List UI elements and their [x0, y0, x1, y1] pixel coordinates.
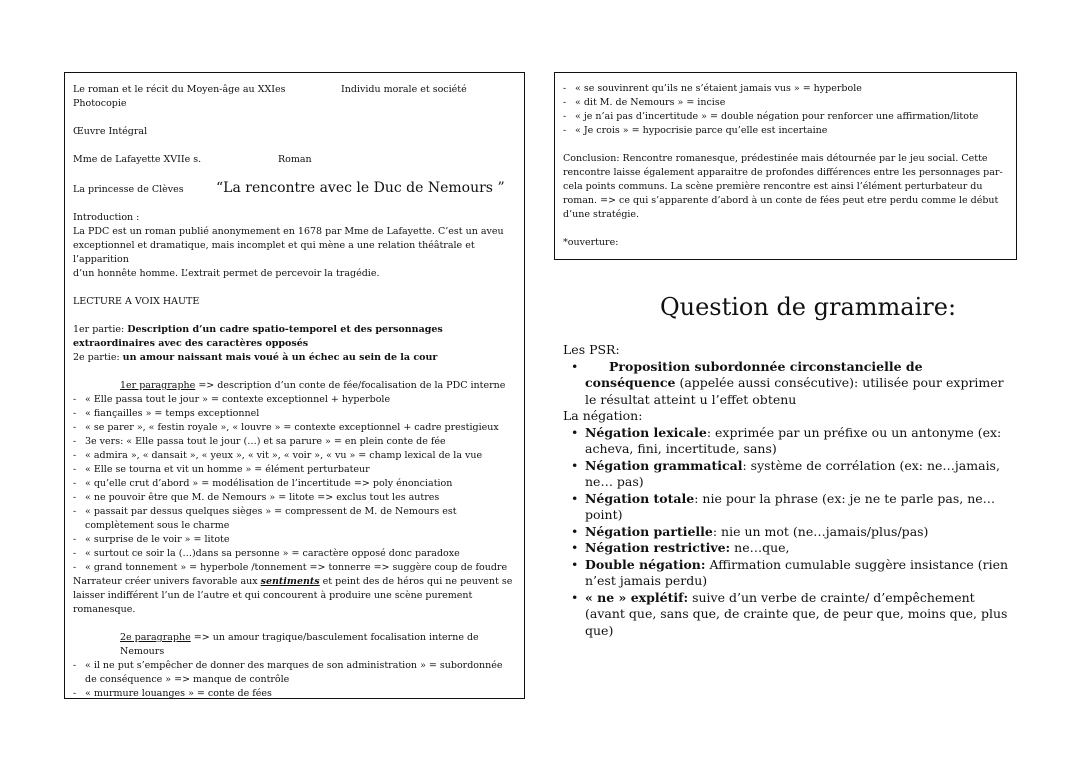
list-item: [585, 491, 1013, 524]
narrator-text-a: Narrateur créer univers favorable aux: [73, 576, 261, 587]
grammar-section: [563, 292, 1013, 639]
paragraph-1-label: 1er paragraphe: [120, 380, 196, 391]
right-notes-panel: [554, 72, 1017, 260]
psr-list: [563, 359, 1013, 409]
intro-line: La PDC est un roman publié anonymement en 1678 par Mme de Lafayette. C’est un aveu: [73, 226, 504, 237]
list-item: [585, 425, 1013, 458]
psr-term: Proposition subordonnée circonstancielle de conséquence: [585, 358, 923, 390]
part-2: [73, 351, 516, 365]
list-item: - « qu’elle crut d’abord » = modélisation de l’incertitude => poly énonciation: [73, 477, 516, 491]
intro-line: exceptionnel et dramatique, mais incomplet et qui mène a une relation théâtrale et l’apparition: [73, 240, 475, 265]
paragraph-2-label: 2e paragraphe: [120, 632, 191, 643]
narrator-text-b: et peint des de héros qui ne peuvent se laisser indifférent l’un de l’autre et qui concourent à produire une scène purement romanesque.: [73, 576, 513, 615]
left-notes-panel: [64, 72, 525, 699]
course-subject: Le roman et le récit du Moyen-âge au XXIes: [73, 84, 286, 95]
list-item: [585, 557, 1013, 590]
negation-heading: La négation:: [563, 408, 643, 423]
negation-term: Double négation:: [585, 556, 706, 572]
negation-term: Négation grammatical: [585, 457, 743, 473]
negation-term: Négation restrictive:: [585, 540, 731, 555]
course-theme: Individu morale et société: [341, 84, 467, 95]
paragraph-1-list: [73, 393, 516, 575]
negation-list: [563, 425, 1013, 640]
list-item: [585, 524, 1013, 541]
book-title-row: [73, 181, 516, 197]
list-item: - « dit M. de Nemours » = incise: [563, 96, 1008, 110]
header-row-author: [73, 153, 516, 167]
list-item: - « murmure louanges » = conte de fées: [73, 687, 516, 701]
list-item: - « se souvinrent qu’ils ne s’étaient jamais vus » = hyperbole: [563, 82, 1008, 96]
conclusion: Conclusion: Rencontre romanesque, prédestinée mais détournée par le jeu social. Cette rencontre laisse également apparaitre de profondes différences entre les personnages par-cela points communs. La scène première rencontre est ainsi l’élément perturbateur du roman. => ce qui s’apparente d’abord à un conte de fées peut etre perdu comme le début d’une stratégie.: [563, 153, 1003, 220]
paragraph-1-text: => description d’un conte de fée/focalisation de la PDC interne: [195, 380, 506, 391]
analysis-list: [563, 82, 1008, 138]
intro-line: d’un honnête homme. L’extrait permet de percevoir la tragédie.: [73, 268, 380, 279]
list-item: - « se parer », « festin royale », « louvre » = contexte exceptionnel + cadre prestigieux: [73, 421, 516, 435]
document-type: Photocopie: [73, 98, 127, 109]
list-item: - « ne pouvoir être que M. de Nemours » = litote => exclus tout les autres: [73, 491, 516, 505]
reading-label: LECTURE A VOIX HAUTE: [73, 296, 200, 307]
negation-definition: : nie un mot (ne…jamais/plus/pas): [712, 523, 929, 539]
list-item: - « Elle se tourna et vit un homme » = élément perturbateur: [73, 463, 516, 477]
psr-heading: Les PSR:: [563, 342, 620, 357]
negation-term: « ne » explétif:: [585, 589, 689, 605]
ouverture: *ouverture:: [563, 237, 619, 248]
intro-heading: Introduction :: [73, 212, 140, 223]
part-1-text: Description d’un cadre spatio-temporel et des personnages extraordinaires avec des caractères opposés: [73, 324, 443, 349]
negation-definition: ne…que,: [730, 540, 790, 555]
part-1: [73, 323, 516, 351]
part-2-prefix: 2e partie:: [73, 352, 123, 363]
grammar-title: Question de grammaire:: [659, 293, 957, 321]
negation-term: Négation partielle: [585, 523, 713, 539]
list-item: [585, 540, 1013, 557]
negation-definition: suive d’un verbe de crainte/ d’empêchement (avant que, sans que, de crainte que, de peur que, moins que, plus que): [585, 589, 1008, 638]
list-item: - « surtout ce soir la (…)dans sa personne » = caractère opposé donc paradoxe: [73, 547, 516, 561]
extract-title: “La rencontre avec le Duc de Nemours ”: [216, 180, 505, 196]
book-title: La princesse de Clèves: [73, 184, 184, 195]
narrator-emphasis: sentiments: [260, 576, 320, 587]
list-item: - « passait par dessus quelques sièges » = compressent de M. de Nemours est complètement sous le charme: [73, 505, 516, 533]
negation-definition: : exprimée par un préfixe ou un antonyme (ex: acheva, fini, incertitude, sans): [585, 424, 1002, 456]
negation-term: Négation totale: [585, 490, 695, 506]
list-item: [585, 458, 1013, 491]
narrator-summary: [73, 575, 516, 617]
list-item: [585, 359, 1013, 409]
list-item: - « Je crois » = hypocrisie parce qu’elle est incertaine: [563, 124, 1008, 138]
psr-definition: (appelée aussi consécutive): utilisée pour exprimer le résultat atteint u l’effet obtenu: [585, 375, 1004, 407]
paragraph-2-text: => un amour tragique/basculement focalisation interne de Nemours: [120, 632, 479, 657]
oeuvre-label: Œuvre Intégral: [73, 126, 148, 137]
paragraph-2-heading: [73, 631, 516, 659]
genre: Roman: [278, 154, 312, 165]
list-item: - « Elle passa tout le jour » = contexte exceptionnel + hyperbole: [73, 393, 516, 407]
list-item: - « surprise de le voir » = litote: [73, 533, 516, 547]
paragraph-2-list: [73, 659, 516, 701]
negation-definition: : système de corrélation (ex: ne…jamais, ne… pas): [585, 457, 1000, 489]
paragraph-1-heading: [73, 379, 516, 393]
list-item: - « admira », « dansait », « yeux », « vit », « voir », « vu » = champ lexical de la vue: [73, 449, 516, 463]
negation-term: Négation lexicale: [585, 424, 707, 440]
header-row-1: [73, 83, 516, 97]
list-item: - « fiançailles » = temps exceptionnel: [73, 407, 516, 421]
list-item: - « je n’ai pas d’incertitude » = double négation pour renforcer une affirmation/litote: [563, 110, 1008, 124]
author: Mme de Lafayette XVIIe s.: [73, 154, 202, 165]
list-item: - « il ne put s’empêcher de donner des marques de son administration » = subordonnée de conséquence » => manque de contrôle: [73, 659, 516, 687]
part-1-prefix: 1er partie:: [73, 324, 128, 335]
negation-definition: : nie pour la phrase (ex: je ne te parle pas, ne…point): [585, 490, 996, 522]
list-item: - « grand tonnement » = hyperbole /tonnement => tonnerre => suggère coup de foudre: [73, 561, 516, 575]
list-item: - 3e vers: « Elle passa tout le jour (…) et sa parure » = en plein conte de fée: [73, 435, 516, 449]
negation-definition: Affirmation cumulable suggère insistance (rien n’est jamais perdu): [585, 556, 1009, 588]
part-2-text: un amour naissant mais voué à un échec au sein de la cour: [122, 352, 438, 363]
list-item: [585, 590, 1013, 640]
